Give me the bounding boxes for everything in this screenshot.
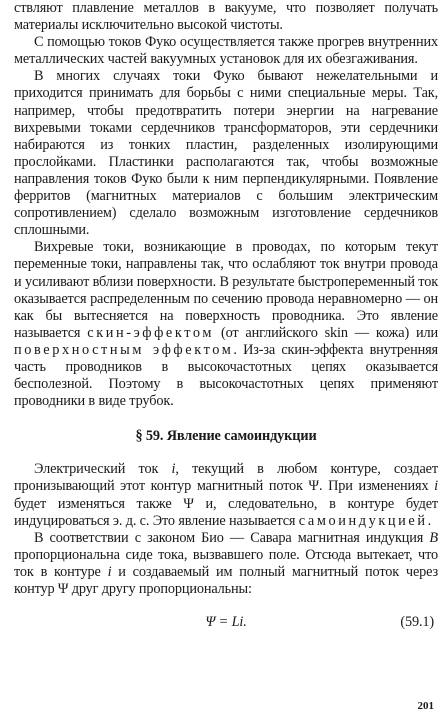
biot-text-2: пропорциональна сиде тока, вызвавшего поле. Отсюда вытекает, что ток в контуре — [14, 546, 438, 580]
skin-text-2: (от английского skin — кожа) или — [214, 324, 438, 341]
term-surface-effect: поверхностным эффектом — [14, 341, 234, 358]
var-i: i — [171, 461, 176, 478]
current-text-3: будет изменяться также Ψ и, следовательно, в контуре будет индуцироваться э. д. с. Это явление называется — [14, 495, 438, 529]
biot-text-1: В соответствии с законом Био — Савара магнитная индукция — [34, 529, 430, 546]
skin-text-1: Вихревые токи, возникающие в проводах, по которым текут переменные токи, направлены так, что ослабляют ток внутри провода и усиливают вблизи поверхности. В результате быстропеременный ток оказывается распределенным по сечению провода неравномерно — он как бы вытесняется на поверхность проводника. Это явление называется — [14, 239, 438, 341]
paragraph-biot-savart — [14, 530, 438, 598]
var-b: B — [429, 529, 438, 546]
page-number: 201 — [417, 700, 434, 712]
page-body — [14, 0, 438, 636]
paragraph-3: В многих случаях токи Фуко бывают нежелательными и приходится принимать для борьбы с ними специальные меры. Так, например, чтобы предотвратить потери энергии на нагревание вихревыми токами сердечников трансформаторов, эти сердечники набираются из тонких пластин, разделенных изолирующими прослойками. Пластинки располагаются так, чтобы возможные направления токов Фуко были к ним перпендикулярными. Появление ферритов (магнитных материалов с большим электрическим сопротивлением) сделало возможным изготовление сердечников сплошными. — [14, 68, 438, 239]
paragraph-1: ствляют плавление металлов в вакууме, что позволяет получать материалы исключительно высокой чистоты. — [14, 0, 438, 34]
current-text-1: Электрический ток — [34, 461, 172, 478]
term-self-induction: самоиндукцией — [298, 512, 428, 529]
var-i-3: i — [107, 563, 112, 580]
formula-number: (59.1) — [400, 614, 434, 631]
formula-expression: Ψ = Li. — [205, 614, 247, 631]
skin-text-3: . Из-за скин-эффекта внутренняя часть проводников в высокочастотных цепях оказывается бесполезной. Поэтому в высокочастотных цепях применяют проводники в виде трубок. — [14, 341, 438, 410]
paragraph-skin-effect — [14, 239, 438, 410]
paragraph-current — [14, 461, 438, 529]
formula-row — [14, 610, 438, 636]
current-text-4: . — [427, 512, 432, 529]
biot-text-3: и создаваемый им полный магнитный поток через контур Ψ друг другу пропорциональны: — [14, 563, 439, 597]
current-text-2: , текущий в любом контуре, создает пронизывающий этот контур магнитный поток Ψ. При изменениях — [14, 461, 438, 495]
term-skin-effect: скин-эффектом — [87, 324, 215, 341]
var-i-2: i — [434, 478, 438, 495]
paragraph-2: С помощью токов Фуко осуществляется также прогрев внутренних металлических частей вакуумных установок для их обезгаживания. — [14, 34, 438, 68]
section-heading: § 59. Явление самоиндукции — [135, 428, 317, 445]
